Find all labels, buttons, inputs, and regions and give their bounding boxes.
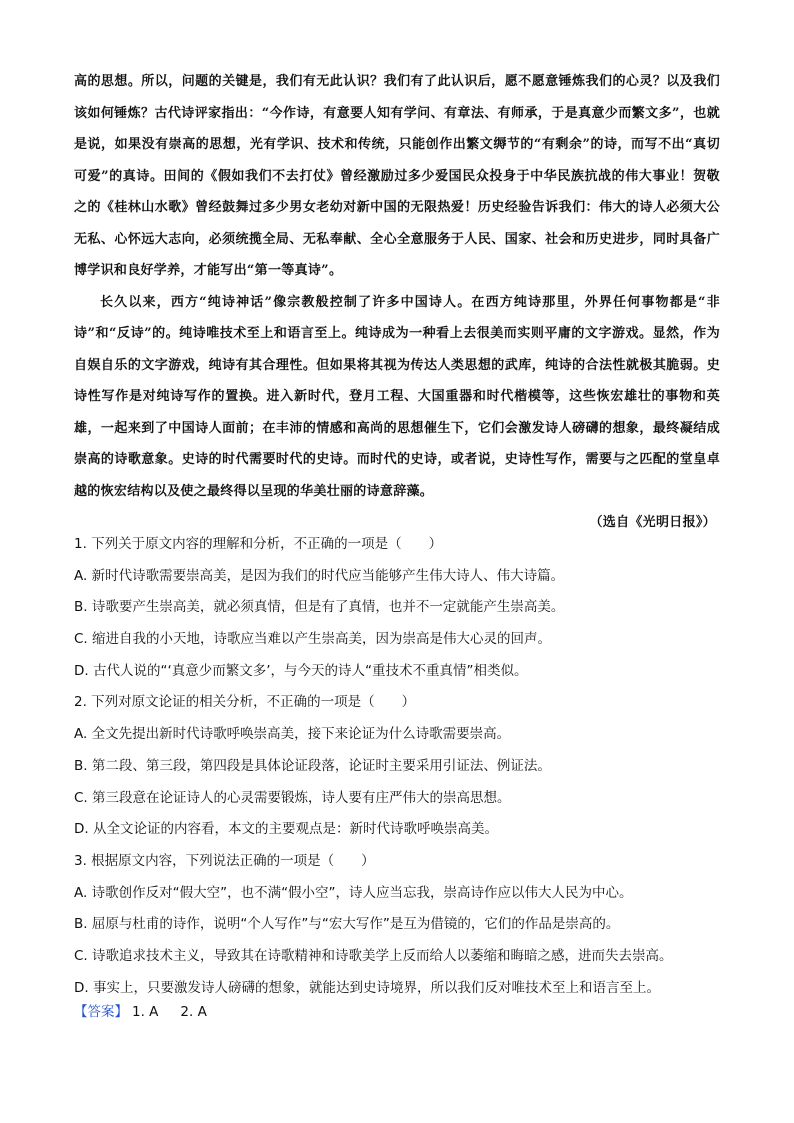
question-1-stem: 1. 下列关于原文内容的理解和分析，不正确的一项是（ ） (74, 536, 443, 552)
questions-section (74, 529, 734, 1004)
question-3-option-c: C. 诗歌追求技术主义，导致其在诗歌精神和诗歌美学上反而给人以萎缩和晦暗之感，进而失去崇高。 (74, 947, 673, 964)
question-2-option-d: D. 从全文论证的内容看，本文的主要观点是：新时代诗歌呼唤崇高美。 (74, 821, 498, 838)
question-3-option-d: D. 事实上，只要激发诗人磅礴的想象，就能达到史诗境界，所以我们反对唯技术至上和语言至上。 (74, 979, 660, 996)
article-paragraph-1: 高的思想。所以，问题的关键是，我们有无此认识？我们有了此认识后，愿不愿意锤炼我们的心灵？以及我们该如何锤炼？古代诗评家指出：“今作诗，有意要人知有学问、有章法、有师承，于是真意少而繁文多”，也就是说，如果没有崇高的思想，光有学识、技术和传统，只能创作出繁文缛节的“有剩余”的诗，而写不出“真切可爱”的真诗。田间的《假如我们不去打仗》曾经激励过多少爱国民众投身于中华民族抗战的伟大事业！贺敬之的《桂林山水歌》曾经鼓舞过多少男女老幼对新中国的无限热爱！历史经验告诉我们：伟大的诗人必须大公无私、心怀远大志向，必须统揽全局、无私奉献、全心全意服务于人民、国家、社会和历史进步，同时具备广博学识和良好学养，才能写出“第一等真诗”。 (74, 74, 720, 278)
question-3-option-b: B. 屈原与杜甫的诗作，说明“个人写作”与“宏大写作”是互为借镜的，它们的作品是崇高的。 (74, 916, 620, 933)
question-1-option-c: C. 缩进自我的小天地，诗歌应当难以产生崇高美，因为崇高是伟大心灵的回声。 (74, 631, 552, 648)
article-source: （选自《光明日报》） (589, 515, 716, 530)
question-3-stem: 3. 根据原文内容，下列说法正确的一项是（ ） (74, 852, 375, 869)
answer-tag: 【答案】 (74, 1004, 128, 1020)
answer-line (74, 997, 207, 1028)
question-2-option-c: C. 第三段意在论证诗人的心灵需要锻炼，诗人要有庄严伟大的崇高思想。 (74, 789, 511, 806)
question-2-option-b: B. 第二段、第三段，第四段是具体论证段落，论证时主要采用引证法、例证法。 (74, 757, 551, 774)
article-body (74, 66, 720, 539)
question-1-option-d: D. 古代人说的“‘真意少而繁文多’，与今天的诗人“重技术不重真情”相类似。 (74, 662, 528, 679)
question-1-option-b: B. 诗歌要产生崇高美，就必须真情，但是有了真情，也并不一定就能产生崇高美。 (74, 599, 565, 616)
question-3-option-a: A. 诗歌创作反对“假大空”，也不满“假小空”，诗人应当忘我，崇高诗作应以伟大人民为中心。 (74, 884, 633, 901)
question-1-option-a: A. 新时代诗歌需要崇高美，是因为我们的时代应当能够产生伟大诗人、伟大诗篇。 (74, 567, 565, 584)
question-2-option-a: A. 全文先提出新时代诗歌呼唤崇高美，接下来论证为什么诗歌需要崇高。 (74, 726, 511, 743)
question-2-stem: 2. 下列对原文论证的相关分析，不正确的一项是（ ） (74, 694, 416, 711)
answer-item-2: 2. A (180, 1004, 207, 1020)
answer-item-1: 1. A (132, 1004, 159, 1020)
article-paragraph-2: 长久以来，西方“纯诗神话”像宗教般控制了许多中国诗人。在西方纯诗那里，外界任何事物都是“非诗”和“反诗”的。纯诗唯技术至上和语言至上。纯诗成为一种看上去很美而实则平庸的文字游戏。显然，作为自娱自乐的文字游戏，纯诗有其合理性。但如果将其视为传达人类思想的武库，纯诗的合法性就极其脆弱。史诗性写作是对纯诗写作的置换。进入新时代，登月工程、大国重器和时代楷模等，这些恢宏雄壮的事物和英雄，一起来到了中国诗人面前；在丰沛的情感和高尚的思想催生下，它们会激发诗人磅礴的想象，最终凝结成崇高的诗歌意象。史诗的时代需要时代的史诗。而时代的史诗，或者说，史诗性写作，需要与之匹配的堂皇卓越的恢宏结构以及使之最终得以呈现的华美壮丽的诗意辞藻。 (74, 294, 720, 499)
